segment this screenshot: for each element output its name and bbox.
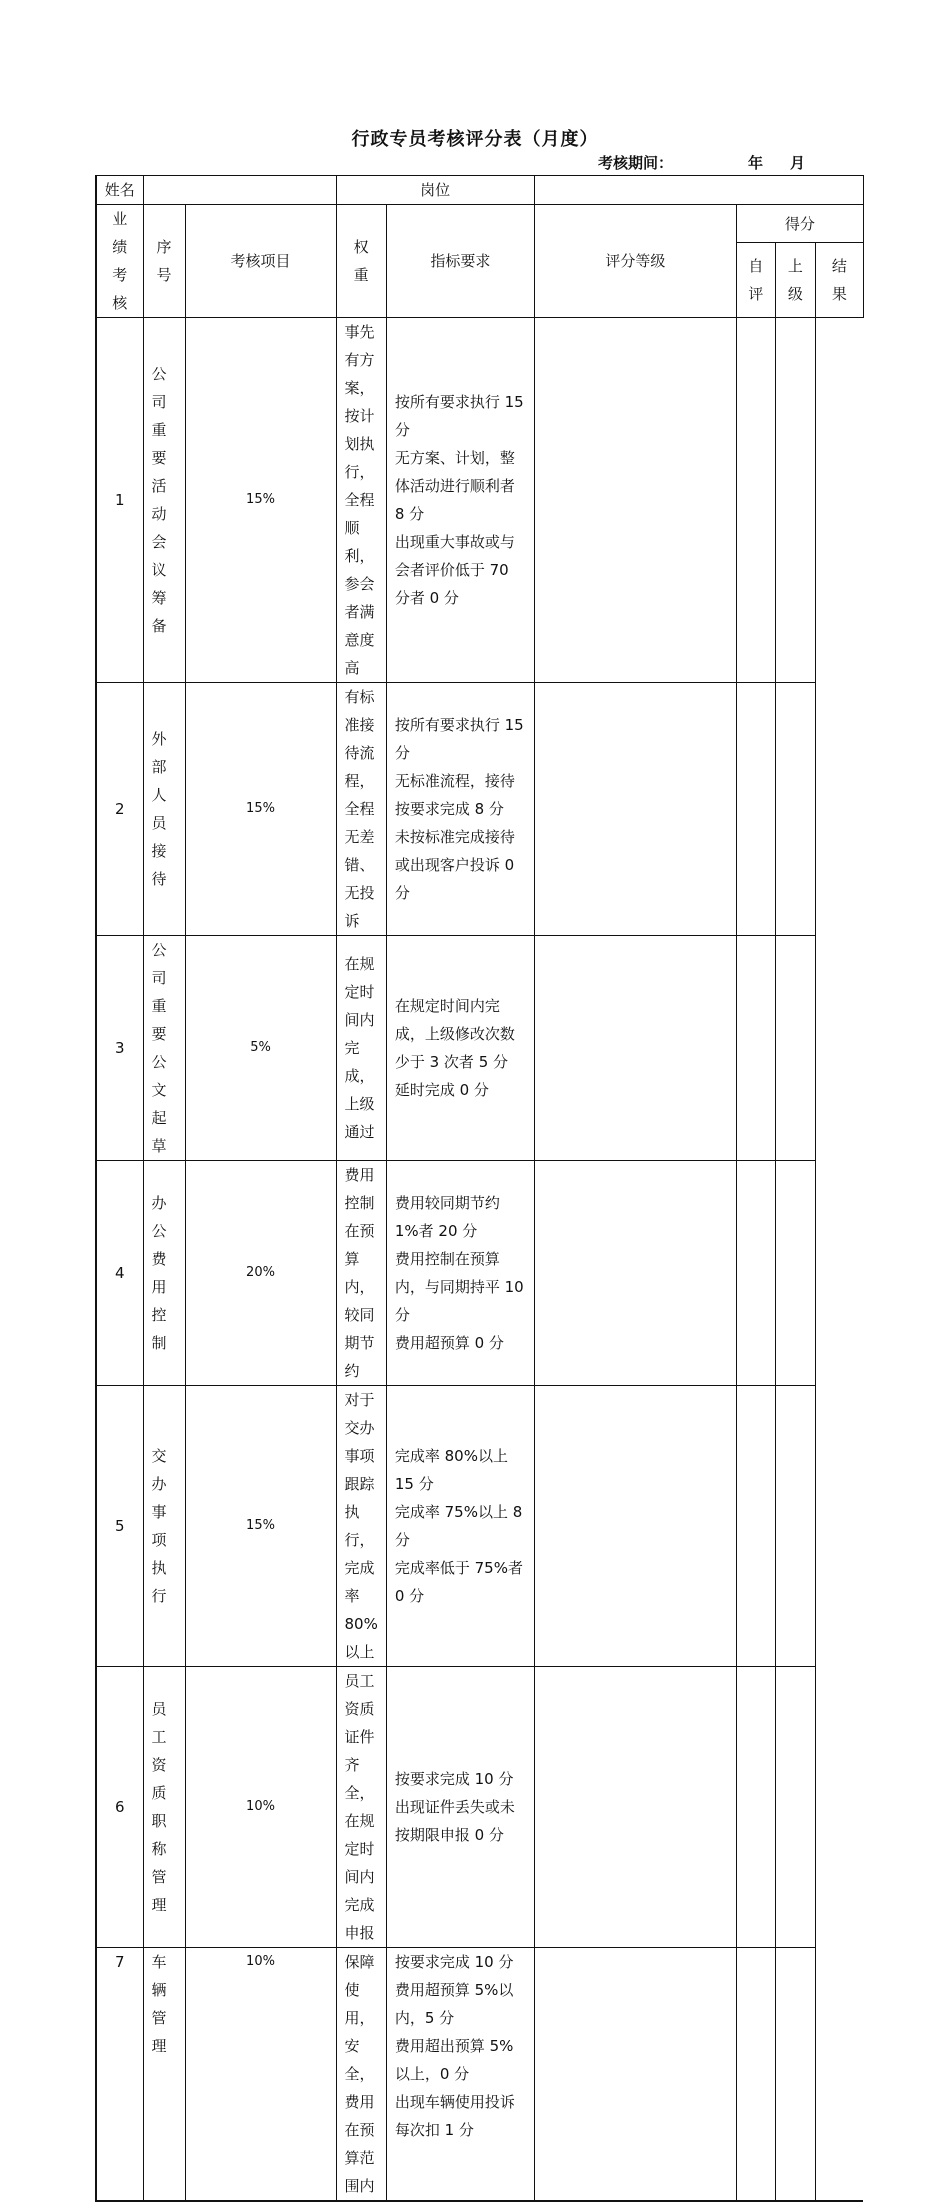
indicator-cell: 员工资质证件齐全，在规定时间内完成申报 — [336, 1667, 386, 1948]
col-result-header-char: 果 — [831, 285, 847, 304]
grade-line: 按所有要求执行 15 分 — [394, 393, 524, 439]
grade-cell — [386, 936, 534, 1161]
grade-line: 按所有要求执行 15 分 — [394, 716, 524, 762]
table-row — [96, 936, 863, 1161]
name-field[interactable] — [143, 176, 336, 205]
col-seq-header-char: 序 — [156, 238, 172, 256]
self-score-cell[interactable] — [534, 1667, 736, 1948]
month-label: 月 — [790, 154, 806, 172]
grade-line: 未按标准完成接待或出现客户投诉 0 分 — [394, 828, 515, 902]
table-row — [96, 318, 863, 683]
indicator-cell: 费用控制在预算内，较同期节约 — [336, 1161, 386, 1386]
indicator-cell: 保障使用，安全，费用在预算范围内 — [336, 1948, 386, 2202]
result-score-cell[interactable] — [775, 1386, 815, 1667]
evaluation-table — [95, 175, 864, 2202]
col-score-header: 得分 — [736, 205, 863, 243]
grade-cell — [386, 1948, 534, 2202]
item-cell: 车辆管理 — [143, 1948, 185, 2202]
col-superior-header-char: 上 — [787, 257, 803, 276]
grade-cell — [386, 1161, 534, 1386]
position-field[interactable] — [534, 176, 863, 205]
col-self-header — [736, 243, 775, 318]
item-cell: 办公费用控制 — [143, 1161, 185, 1386]
item-cell: 员工资质职称管理 — [143, 1667, 185, 1948]
col-result-header-char: 结 — [831, 257, 847, 276]
seq-cell: 3 — [96, 936, 143, 1161]
self-score-cell[interactable] — [534, 1386, 736, 1667]
item-cell: 公司重要活动会议筹备 — [143, 318, 185, 683]
grade-line: 费用控制在预算内，与同期持平 10 分 — [394, 1250, 524, 1324]
seq-cell: 4 — [96, 1161, 143, 1386]
indicator-cell: 有标准接待流程，全程无差错、无投诉 — [336, 683, 386, 936]
seq-cell: 5 — [96, 1386, 143, 1667]
year-label: 年 — [748, 154, 764, 172]
table-row — [96, 1386, 863, 1667]
category-label-char: 考 — [112, 266, 128, 284]
col-superior-header-char: 级 — [787, 285, 803, 304]
table-row — [96, 1667, 863, 1948]
superior-score-cell[interactable] — [736, 1161, 775, 1386]
col-weight-header-char: 权 — [353, 238, 369, 256]
self-score-cell[interactable] — [534, 1161, 736, 1386]
name-label: 姓名 — [96, 176, 143, 205]
category-label — [96, 205, 143, 318]
seq-cell: 2 — [96, 683, 143, 936]
col-self-header-char: 自 — [748, 257, 764, 276]
result-score-cell[interactable] — [775, 936, 815, 1161]
grade-cell — [386, 1386, 534, 1667]
category-label-char: 核 — [112, 294, 128, 312]
category-label-char: 绩 — [112, 238, 128, 256]
form-title: 行政专员考核评分表（月度） — [351, 129, 599, 150]
superior-score-cell[interactable] — [736, 936, 775, 1161]
grade-line: 出现证件丢失或未按期限申报 0 分 — [394, 1798, 515, 1844]
item-cell: 公司重要公文起草 — [143, 936, 185, 1161]
weight-cell: 10% — [185, 1667, 336, 1948]
item-cell: 外部人员接待 — [143, 683, 185, 936]
grade-line: 完成率 80%以上 15 分 — [394, 1447, 508, 1493]
grade-line: 按要求完成 10 分 — [394, 1770, 514, 1788]
result-score-cell[interactable] — [775, 1667, 815, 1948]
grade-line: 在规定时间内完成，上级修改次数少于 3 次者 5 分 — [394, 997, 515, 1071]
superior-score-cell[interactable] — [736, 318, 775, 683]
col-indicator-header: 指标要求 — [386, 205, 534, 318]
weight-cell: 15% — [185, 318, 336, 683]
grade-cell — [386, 318, 534, 683]
grade-line: 费用超预算 0 分 — [394, 1334, 504, 1352]
weight-cell: 5% — [185, 936, 336, 1161]
position-label: 岗位 — [336, 176, 534, 205]
result-score-cell[interactable] — [775, 318, 815, 683]
grade-line: 完成率低于 75%者 0 分 — [394, 1559, 523, 1605]
grade-line: 出现重大事故或与会者评价低于 70 分者 0 分 — [394, 533, 515, 607]
weight-cell: 10% — [185, 1948, 336, 2202]
period-label: 考核期间： — [598, 154, 674, 172]
superior-score-cell[interactable] — [736, 1948, 775, 2202]
indicator-cell: 事先有方案，按计划执行，全程顺利，参会者满意度高 — [336, 318, 386, 683]
col-superior-header — [775, 243, 815, 318]
weight-cell: 15% — [185, 683, 336, 936]
grade-line: 完成率 75%以上 8 分 — [394, 1503, 523, 1549]
superior-score-cell[interactable] — [736, 1386, 775, 1667]
indicator-cell: 在规定时间内完成，上级通过 — [336, 936, 386, 1161]
grade-line: 费用超出预算 5%以上，0 分 — [394, 2037, 514, 2083]
table-row — [96, 1161, 863, 1386]
col-result-header — [815, 243, 863, 318]
grade-line: 按要求完成 10 分 — [394, 1953, 514, 1971]
category-label-char: 业 — [112, 210, 128, 228]
seq-cell: 1 — [96, 318, 143, 683]
indicator-cell: 对于交办事项跟踪执行，完成率 80%以上 — [336, 1386, 386, 1667]
grade-line: 费用超预算 5%以内，5 分 — [394, 1981, 514, 2027]
grade-line: 无方案、计划，整体活动进行顺利者 8 分 — [394, 449, 515, 523]
result-score-cell[interactable] — [775, 1161, 815, 1386]
item-cell: 交办事项执行 — [143, 1386, 185, 1667]
self-score-cell[interactable] — [534, 1948, 736, 2202]
grade-line: 出现车辆使用投诉每次扣 1 分 — [394, 2093, 515, 2139]
seq-cell: 7 — [96, 1948, 143, 2202]
grade-cell — [386, 1667, 534, 1948]
grade-line: 延时完成 0 分 — [394, 1081, 489, 1099]
table-row — [96, 1948, 863, 2202]
result-score-cell[interactable] — [775, 683, 815, 936]
col-seq-header — [143, 205, 185, 318]
col-weight-header — [336, 205, 386, 318]
grade-line: 费用较同期节约 1%者 20 分 — [394, 1194, 500, 1240]
self-score-cell[interactable] — [534, 683, 736, 936]
col-weight-header-char: 重 — [353, 266, 369, 284]
self-score-cell[interactable] — [534, 318, 736, 683]
seq-cell: 6 — [96, 1667, 143, 1948]
superior-score-cell[interactable] — [736, 1667, 775, 1948]
weight-cell: 15% — [185, 1386, 336, 1667]
col-grade-header: 评分等级 — [534, 205, 736, 318]
grade-cell — [386, 683, 534, 936]
col-seq-header-char: 号 — [156, 266, 172, 284]
weight-cell: 20% — [185, 1161, 336, 1386]
self-score-cell[interactable] — [534, 936, 736, 1161]
table-row — [96, 683, 863, 936]
col-self-header-char: 评 — [748, 285, 764, 304]
grade-line: 无标准流程，接待按要求完成 8 分 — [394, 772, 515, 818]
superior-score-cell[interactable] — [736, 683, 775, 936]
col-item-header: 考核项目 — [185, 205, 336, 318]
result-score-cell[interactable] — [775, 1948, 815, 2202]
